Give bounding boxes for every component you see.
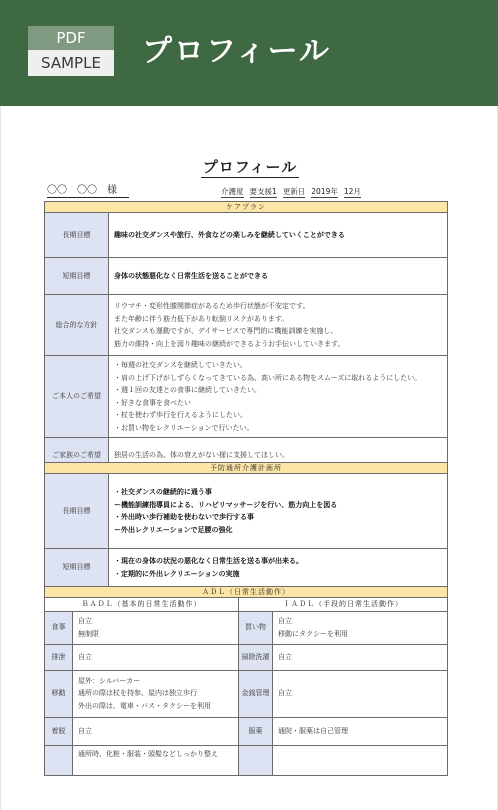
badl-line: 通所時、化粧・服装・頭髪などしっかり整え [78, 749, 218, 758]
badl-line: 外出の際は、電車・バス・タクシーを利用 [78, 701, 211, 710]
policy-line: 社交ダンスも運動ですが、デイサービスで専門的に機能訓練を実施し、 [114, 327, 338, 335]
policy-text [109, 295, 448, 356]
badl-title: ＢＡＤＬ（基本的日常生活動作） [45, 598, 239, 612]
wish-line: ・好きな食事を食べたい [114, 398, 191, 407]
iadl-row-value [273, 670, 448, 717]
badl-line: 自立 [78, 726, 92, 735]
care-level-label: 介護度 [221, 187, 244, 196]
prevention-line: ・外出時い歩行補助を使わないで歩行する事 [114, 513, 254, 521]
policy-line: また年齢に伴う筋力低下があり転倒リスクがあります。 [114, 314, 289, 323]
adl-table [44, 586, 448, 776]
personal-wishes-label: ご本人のご希望 [45, 356, 109, 438]
wish-line: ・お買い物をレクリエーションで行いたい。 [114, 423, 254, 432]
updated-label: 更新日 [282, 187, 306, 196]
badl-row-value [73, 670, 239, 717]
badl-line: 自立 [78, 617, 92, 625]
badl-row-label: 排泄 [45, 644, 73, 670]
page-title: プロフィール [142, 34, 331, 69]
document-page [0, 106, 498, 810]
iadl-row-value [273, 745, 448, 775]
badl-line: 無制限 [78, 629, 99, 638]
header-banner [0, 0, 498, 106]
short-term-goal-text: 身体の状態悪化なく日常生活を送ることができる [109, 258, 448, 295]
pdf-sample-badge [28, 26, 114, 76]
prevention-line: ・社交ダンスの継続的に通う事 [114, 488, 212, 496]
badge-pdf-label: PDF [28, 26, 114, 50]
badge-sample-label: SAMPLE [28, 50, 114, 76]
prevention-line: ・定期的に外出レクリエーションの実施 [114, 569, 240, 578]
prevention-long-term-label: 長期目標 [45, 474, 109, 549]
updated-year: 2019年 [311, 187, 338, 196]
iadl-row-label: 買い物 [239, 611, 273, 644]
iadl-line: 自立 [278, 689, 292, 698]
iadl-row-label: 掃除洗濯 [239, 644, 273, 670]
badl-line: 屋外：シルバーカー [78, 676, 141, 685]
long-term-goal-label: 長期目標 [45, 213, 109, 258]
prevention-long-term-text [109, 474, 448, 549]
badl-row-value [73, 717, 239, 745]
prevention-short-term-text [109, 549, 448, 587]
wish-line: ・毎週の社交ダンスを継続していきたい。 [114, 361, 247, 369]
iadl-row-label [239, 745, 273, 775]
prevention-line: ー外出レクリエーションで足腰の強化 [114, 525, 233, 534]
iadl-row-label: 金銭管理 [239, 670, 273, 717]
family-wishes-text: 独居の生活の為、体の衰えがない様に支援してほしい。 [109, 438, 448, 473]
iadl-line: 通院・服薬は自己管理 [278, 726, 348, 735]
family-wishes-label: ご家族のご希望 [45, 438, 109, 473]
wish-line: ・週１回の友達との食事に継続していきたい。 [114, 386, 261, 394]
document-title: プロフィール [202, 158, 298, 176]
prevention-line: ー機能訓練指導員による、リハビリマッサージを行い、筋力向上を図る [114, 500, 338, 509]
care-plan-section-title: ケアプラン [45, 202, 448, 213]
badl-row-value [73, 745, 239, 775]
iadl-line: 自立 [278, 617, 292, 625]
wish-line: ・肩の上げ下げがしずらくなってきている為、高い所にある物をスムーズに取れるようにしたい。 [114, 373, 422, 382]
iadl-title: ＩＡＤＬ（手段的日常生活動作） [239, 598, 448, 612]
meta-right [221, 186, 367, 198]
badl-row-label: 着脱 [45, 717, 73, 745]
prevention-plan-table [44, 462, 448, 587]
prevention-line: ・現在の身体の状況の悪化なく日常生活を送る事が出来る。 [114, 557, 303, 565]
wish-line: ・杖を使わず歩行を行えるようにしたい。 [114, 411, 247, 419]
care-plan-table [44, 201, 448, 473]
document-meta [45, 185, 447, 199]
adl-section-title: ＡＤＬ（日常生活動作） [45, 587, 448, 598]
updated-month: 12月 [343, 187, 361, 196]
short-term-goal-label: 短期目標 [45, 258, 109, 295]
policy-line: リウマチ・変形性膝関節症があるため歩行状態が不安定です。 [114, 302, 310, 310]
iadl-line: 自立 [278, 652, 292, 661]
badl-row-label: 食事 [45, 611, 73, 644]
prevention-short-term-label: 短期目標 [45, 549, 109, 587]
iadl-row-value [273, 717, 448, 745]
policy-label: 総合的な方針 [45, 295, 109, 356]
iadl-row-value [273, 644, 448, 670]
prevention-section-title: 予防通所介護計画所 [45, 463, 448, 474]
long-term-goal-text: 趣味の社交ダンスや旅行、外食などの楽しみを継続していくことができる [109, 213, 448, 258]
care-level-value: 要支援1 [249, 187, 277, 196]
client-name: 〇〇 〇〇 様 [47, 185, 129, 198]
badl-row-value [73, 644, 239, 670]
badl-row-label: 移動 [45, 670, 73, 717]
badl-line: 通所の際は杖を持参、屋内は独立歩行 [78, 689, 197, 698]
policy-line: 筋力の維持・向上を図り趣味の継続ができるようお手伝いしていきます。 [114, 339, 345, 348]
personal-wishes-text [109, 356, 448, 438]
badl-row-value [73, 611, 239, 644]
iadl-row-value [273, 611, 448, 644]
iadl-line: 移動にタクシーを利用 [278, 629, 348, 638]
badl-row-label [45, 745, 73, 775]
badl-line: 自立 [78, 652, 92, 661]
iadl-row-label: 服薬 [239, 717, 273, 745]
